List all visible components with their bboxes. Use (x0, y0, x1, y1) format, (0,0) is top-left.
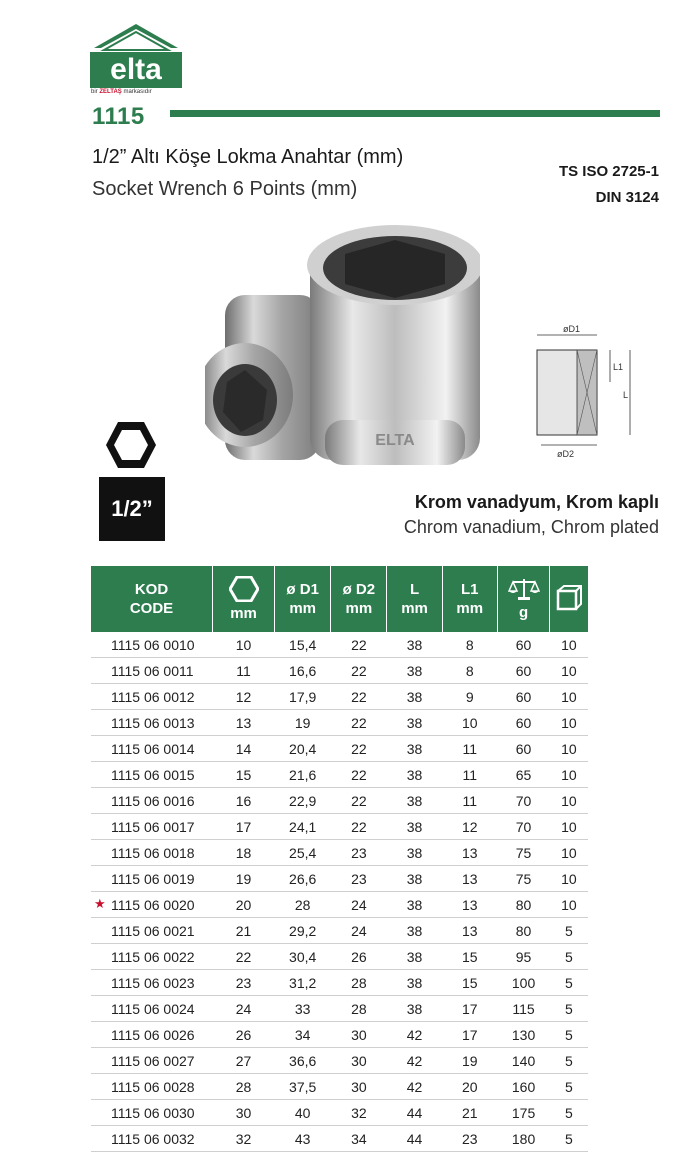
cell-d2: 22 (331, 658, 387, 684)
cell-l1: 11 (442, 762, 497, 788)
cell-l: 42 (387, 1048, 442, 1074)
table-row (91, 918, 588, 944)
cell-code: 1115 06 0011 (91, 658, 212, 684)
cell-d2: 34 (331, 1126, 387, 1152)
cell-package-qty: 5 (550, 996, 588, 1022)
cell-d1: 16,6 (275, 658, 331, 684)
spec-table (91, 566, 588, 1152)
header-divider (170, 110, 660, 117)
product-title-en: Socket Wrench 6 Points (mm) (92, 178, 358, 200)
cell-l: 44 (387, 1100, 442, 1126)
cell-weight: 95 (497, 944, 549, 970)
cell-l1: 15 (442, 970, 497, 996)
table-row (91, 658, 588, 684)
cell-l1: 8 (442, 658, 497, 684)
table-row (91, 788, 588, 814)
cell-package-qty: 10 (550, 840, 588, 866)
cell-weight: 130 (497, 1022, 549, 1048)
cell-package-qty: 5 (550, 1126, 588, 1152)
header-d1: ø D1 mm (275, 566, 331, 632)
cell-weight: 160 (497, 1074, 549, 1100)
cell-code: 1115 06 0026 (91, 1022, 212, 1048)
cell-d1: 34 (275, 1022, 331, 1048)
cell-l: 38 (387, 918, 442, 944)
cell-l: 38 (387, 970, 442, 996)
cell-d2: 22 (331, 788, 387, 814)
cell-d2: 22 (331, 762, 387, 788)
cell-d1: 24,1 (275, 814, 331, 840)
cell-d2: 28 (331, 996, 387, 1022)
cell-l1: 13 (442, 892, 497, 918)
cell-size: 21 (212, 918, 274, 944)
cell-size: 28 (212, 1074, 274, 1100)
cell-l1: 8 (442, 632, 497, 658)
header-l1: L1 mm (442, 566, 497, 632)
cell-d1: 40 (275, 1100, 331, 1126)
cell-l1: 10 (442, 710, 497, 736)
material-en: Chrom vanadium, Chrom plated (403, 517, 659, 537)
cell-code: 1115 06 0027 (91, 1048, 212, 1074)
cell-l: 38 (387, 840, 442, 866)
cell-l1: 13 (442, 840, 497, 866)
label-d1: øD1 (563, 324, 581, 334)
cell-package-qty: 10 (550, 736, 588, 762)
cell-l1: 19 (442, 1048, 497, 1074)
cell-package-qty: 5 (550, 1100, 588, 1126)
star-icon: ★ (94, 896, 106, 911)
cell-l: 38 (387, 814, 442, 840)
cell-weight: 80 (497, 918, 549, 944)
cell-d2: 24 (331, 892, 387, 918)
cell-size: 22 (212, 944, 274, 970)
cell-d1: 36,6 (275, 1048, 331, 1074)
cell-package-qty: 10 (550, 632, 588, 658)
cell-l: 42 (387, 1022, 442, 1048)
product-code: 1115 (92, 103, 145, 130)
cell-package-qty: 10 (550, 892, 588, 918)
cell-size: 19 (212, 866, 274, 892)
cell-size: 27 (212, 1048, 274, 1074)
cell-weight: 60 (497, 736, 549, 762)
dimension-diagram (515, 320, 645, 460)
logo-tagline: bir ZELTAŞ markasıdır (91, 89, 152, 95)
cell-size: 11 (212, 658, 274, 684)
cell-code: 1115 06 0019 (91, 866, 212, 892)
cell-l1: 23 (442, 1126, 497, 1152)
cell-l: 38 (387, 710, 442, 736)
cell-d2: 23 (331, 840, 387, 866)
cell-size: 12 (212, 684, 274, 710)
cell-code: 1115 06 0022 (91, 944, 212, 970)
cell-l1: 13 (442, 918, 497, 944)
cell-l: 44 (387, 1126, 442, 1152)
cell-d1: 22,9 (275, 788, 331, 814)
cell-size: 17 (212, 814, 274, 840)
cell-l: 38 (387, 866, 442, 892)
cell-weight: 180 (497, 1126, 549, 1152)
table-row (91, 1126, 588, 1152)
cell-weight: 115 (497, 996, 549, 1022)
product-photo (205, 220, 480, 490)
cell-weight: 75 (497, 866, 549, 892)
cell-size: 13 (212, 710, 274, 736)
cell-d1: 21,6 (275, 762, 331, 788)
table-row (91, 762, 588, 788)
table-row (91, 970, 588, 996)
header-package (550, 566, 588, 632)
cell-size: 32 (212, 1126, 274, 1152)
cell-package-qty: 10 (550, 814, 588, 840)
cell-package-qty: 10 (550, 710, 588, 736)
cell-d1: 25,4 (275, 840, 331, 866)
standard-ts-iso: TS ISO 2725-1 (558, 163, 659, 180)
cell-code: 1115 06 0032 (91, 1126, 212, 1152)
table-row (91, 840, 588, 866)
product-title-tr: 1/2” Altı Köşe Lokma Anahtar (mm) (92, 146, 404, 168)
cell-l1: 13 (442, 866, 497, 892)
cell-d1: 37,5 (275, 1074, 331, 1100)
table-header-row (91, 566, 588, 632)
table-row (91, 1022, 588, 1048)
cell-package-qty: 10 (550, 788, 588, 814)
cell-d1: 43 (275, 1126, 331, 1152)
cell-l1: 15 (442, 944, 497, 970)
cell-d1: 31,2 (275, 970, 331, 996)
cell-code: ★ 1115 06 0020 (91, 892, 212, 918)
cell-code: 1115 06 0012 (91, 684, 212, 710)
cell-code: 1115 06 0013 (91, 710, 212, 736)
cell-package-qty: 5 (550, 1048, 588, 1074)
cell-d1: 17,9 (275, 684, 331, 710)
cell-size: 24 (212, 996, 274, 1022)
cell-d2: 30 (331, 1074, 387, 1100)
cell-l: 38 (387, 762, 442, 788)
cell-size: 30 (212, 1100, 274, 1126)
cell-l1: 11 (442, 736, 497, 762)
cell-l: 38 (387, 658, 442, 684)
cell-d1: 15,4 (275, 632, 331, 658)
table-row (91, 892, 588, 918)
cell-d2: 26 (331, 944, 387, 970)
cell-l: 38 (387, 736, 442, 762)
table-row (91, 736, 588, 762)
table-row (91, 866, 588, 892)
cell-l: 38 (387, 788, 442, 814)
cell-package-qty: 5 (550, 970, 588, 996)
cell-d2: 22 (331, 684, 387, 710)
socket-engraving: ELTA (375, 432, 415, 449)
cell-d2: 28 (331, 970, 387, 996)
cell-package-qty: 10 (550, 684, 588, 710)
table-row (91, 996, 588, 1022)
cell-l1: 12 (442, 814, 497, 840)
drive-size-badge: 1/2” (99, 477, 165, 541)
cell-l: 38 (387, 892, 442, 918)
table-row (91, 814, 588, 840)
cell-d2: 30 (331, 1048, 387, 1074)
cell-d2: 30 (331, 1022, 387, 1048)
cell-code: 1115 06 0017 (91, 814, 212, 840)
cell-package-qty: 5 (550, 944, 588, 970)
box-icon (556, 585, 582, 611)
cell-size: 10 (212, 632, 274, 658)
cell-d2: 22 (331, 736, 387, 762)
header-weight: g (497, 566, 549, 632)
cell-weight: 80 (497, 892, 549, 918)
cell-l: 38 (387, 944, 442, 970)
cell-package-qty: 5 (550, 918, 588, 944)
table-row (91, 632, 588, 658)
cell-weight: 60 (497, 658, 549, 684)
label-l: L (623, 390, 629, 400)
cell-d1: 19 (275, 710, 331, 736)
cell-weight: 140 (497, 1048, 549, 1074)
scale-icon (508, 577, 540, 601)
cell-weight: 100 (497, 970, 549, 996)
cell-l1: 20 (442, 1074, 497, 1100)
label-l1: L1 (613, 362, 624, 372)
cell-size: 20 (212, 892, 274, 918)
cell-l1: 17 (442, 1022, 497, 1048)
cell-size: 26 (212, 1022, 274, 1048)
cell-l1: 9 (442, 684, 497, 710)
cell-weight: 70 (497, 788, 549, 814)
cell-d1: 26,6 (275, 866, 331, 892)
cell-l: 38 (387, 632, 442, 658)
cell-code: 1115 06 0015 (91, 762, 212, 788)
cell-weight: 75 (497, 840, 549, 866)
cell-code: 1115 06 0024 (91, 996, 212, 1022)
cell-l: 38 (387, 996, 442, 1022)
cell-l1: 21 (442, 1100, 497, 1126)
table-row (91, 710, 588, 736)
label-d2: øD2 (557, 449, 575, 459)
cell-code: 1115 06 0018 (91, 840, 212, 866)
cell-d2: 22 (331, 814, 387, 840)
cell-weight: 60 (497, 684, 549, 710)
cell-d1: 29,2 (275, 918, 331, 944)
cell-size: 23 (212, 970, 274, 996)
table-row (91, 1048, 588, 1074)
header-l: L mm (387, 566, 442, 632)
cell-d1: 30,4 (275, 944, 331, 970)
header-code: KOD CODE (91, 566, 212, 632)
cell-d1: 28 (275, 892, 331, 918)
table-row (91, 1074, 588, 1100)
cell-l: 42 (387, 1074, 442, 1100)
cell-code: 1115 06 0021 (91, 918, 212, 944)
table-row (91, 1100, 588, 1126)
cell-weight: 60 (497, 632, 549, 658)
cell-code: 1115 06 0014 (91, 736, 212, 762)
cell-l: 38 (387, 684, 442, 710)
cell-code: 1115 06 0023 (91, 970, 212, 996)
cell-size: 18 (212, 840, 274, 866)
cell-weight: 60 (497, 710, 549, 736)
cell-package-qty: 5 (550, 1022, 588, 1048)
standard-din: DIN 3124 (595, 189, 659, 206)
table-row (91, 944, 588, 970)
cell-d2: 22 (331, 710, 387, 736)
cell-package-qty: 10 (550, 658, 588, 684)
cell-l1: 11 (442, 788, 497, 814)
cell-d1: 33 (275, 996, 331, 1022)
cell-l1: 17 (442, 996, 497, 1022)
cell-weight: 70 (497, 814, 549, 840)
cell-weight: 65 (497, 762, 549, 788)
cell-package-qty: 10 (550, 762, 588, 788)
cell-package-qty: 10 (550, 866, 588, 892)
cell-weight: 175 (497, 1100, 549, 1126)
cell-size: 14 (212, 736, 274, 762)
material-tr: Krom vanadyum, Krom kaplı (414, 492, 659, 512)
header-d2: ø D2 mm (331, 566, 387, 632)
cell-d2: 23 (331, 866, 387, 892)
cell-d2: 32 (331, 1100, 387, 1126)
cell-code: 1115 06 0028 (91, 1074, 212, 1100)
hexagon-icon (104, 420, 158, 475)
header-size: mm (212, 566, 274, 632)
cell-d1: 20,4 (275, 736, 331, 762)
cell-size: 15 (212, 762, 274, 788)
hexagon-icon (229, 576, 259, 602)
cell-size: 16 (212, 788, 274, 814)
cell-code: 1115 06 0010 (91, 632, 212, 658)
cell-d2: 24 (331, 918, 387, 944)
logo-text: elta (110, 53, 162, 86)
cell-code: 1115 06 0030 (91, 1100, 212, 1126)
cell-package-qty: 5 (550, 1074, 588, 1100)
table-row (91, 684, 588, 710)
cell-code: 1115 06 0016 (91, 788, 212, 814)
cell-d2: 22 (331, 632, 387, 658)
